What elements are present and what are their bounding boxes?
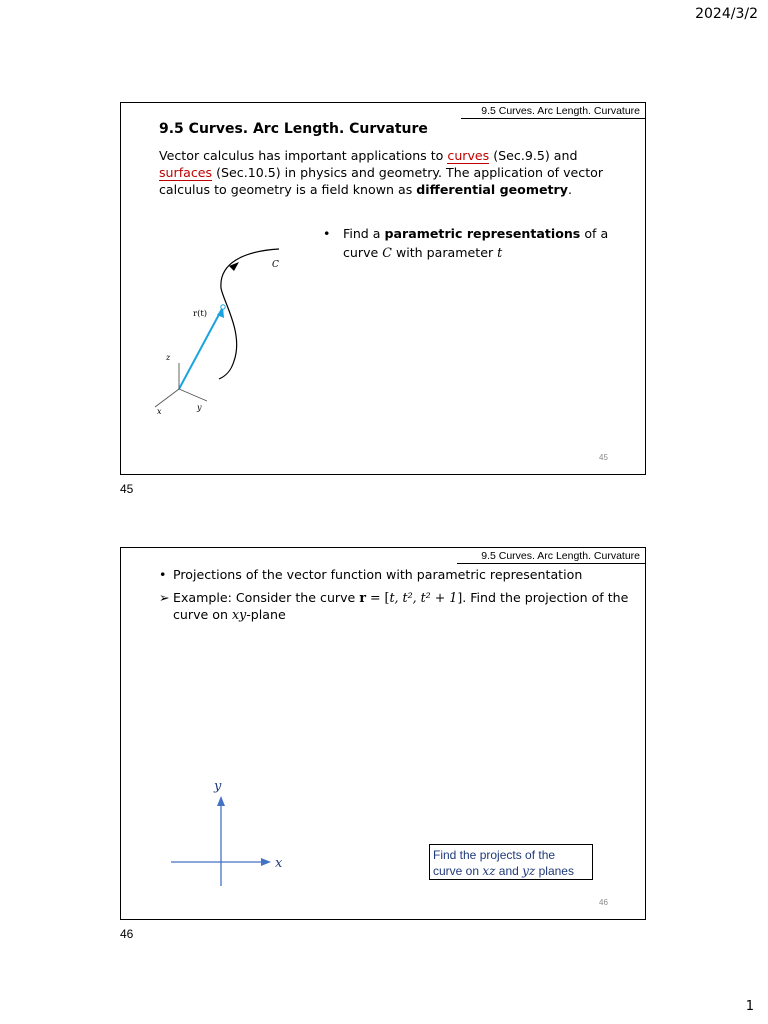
x-arrowhead [261,858,271,866]
var-t: t [497,245,503,260]
slide-title: 9.5 Curves. Arc Length. Curvature [159,121,428,137]
y-axis-label: y [214,779,222,794]
var-yz: yz [522,864,536,878]
note-line [433,863,589,879]
var-xz: xz [482,864,496,878]
curve-label-c: C [272,260,279,270]
space-curve [219,249,279,379]
xy-axes [167,776,297,891]
intro-paragraph [159,147,629,198]
axis-z-label: z [166,353,171,362]
slide-caption: 46 [120,927,134,941]
page-number: 1 [745,999,754,1014]
note-box [429,844,593,880]
bullet-text: Projections of the vector function with parametric representation [173,567,583,582]
page-date: 2024/3/2 [695,6,758,22]
bullet-text: with parameter [391,245,498,260]
example-text: -plane [246,607,286,622]
intro-text: Vector calculus has important applications to [159,148,448,163]
intro-text: (Sec.9.5) and [489,148,578,163]
axis-x-label: x [157,407,162,416]
header-underline [457,563,645,564]
var-r: r [359,590,366,605]
slide-number: 45 [599,453,608,462]
bullet-text: Find a [343,226,385,241]
intro-bold: differential geometry [416,182,568,197]
var-xy: xy [231,607,247,622]
curves-link[interactable]: curves [447,148,490,163]
curve-components: t, t², t² + 1 [389,590,458,605]
y-axis [179,389,207,401]
note-text: planes [535,864,574,878]
curve-figure [149,243,299,423]
bullet-text: of a curve [343,226,609,260]
example-text: ]. Find the projection of the curve on [173,590,629,622]
slide-46 [120,547,646,920]
x-axis-label: x [275,856,283,871]
position-vector [179,307,223,389]
bullet-item [323,224,643,262]
bullet-dot: • [323,226,331,241]
axis-y-label: y [197,403,202,412]
vector-label: r(t) [193,309,208,319]
slide-number: 46 [599,898,608,907]
curve-point [221,305,225,309]
slide-45 [120,102,646,475]
y-arrowhead [217,796,225,806]
arrow-bullet-icon: ➢ [159,590,170,605]
note-text: curve on [433,864,483,878]
bullet-bold: parametric representations [384,226,581,241]
intro-text: (Sec.10.5) in physics and geometry. The application of vector calculus to geometry is a field known as [159,165,604,197]
x-axis [155,389,179,407]
example-text: = [ [365,590,390,605]
var-c: C [382,245,392,260]
slide-header: 9.5 Curves. Arc Length. Curvature [481,550,640,562]
intro-text: . [567,182,572,197]
slide-caption: 45 [120,482,134,496]
bullet-item [159,565,643,584]
slide-header: 9.5 Curves. Arc Length. Curvature [481,105,640,117]
header-underline [461,118,645,119]
bullet-dot: • [159,567,167,582]
example-item [159,589,643,623]
note-text: and [495,864,523,878]
surfaces-link[interactable]: surfaces [159,165,213,180]
note-line: Find the projects of the [433,848,556,862]
example-text: Example: Consider the curve [173,590,360,605]
